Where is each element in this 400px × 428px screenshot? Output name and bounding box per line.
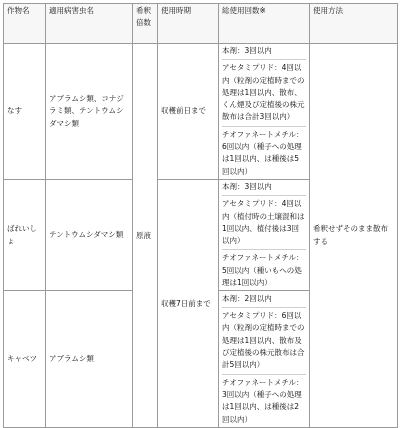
pesticide-usage-table — [3, 3, 398, 428]
header-dilution: 希釈倍数 — [133, 4, 158, 44]
table-row-nasu — [4, 44, 398, 180]
timing-cell: 収穫前日まで — [158, 44, 219, 180]
dilution-cell: 原液 — [133, 44, 158, 428]
header-crop: 作物名 — [4, 4, 46, 44]
crop-cell: キャベツ — [4, 291, 46, 428]
header-total-usage: 総使用回数※ — [219, 4, 310, 44]
header-timing: 使用時期 — [158, 4, 219, 44]
usage-cell — [219, 179, 310, 290]
timing-cell: 収穫7日前まで — [158, 179, 219, 427]
usage-line: アセタミプリド：6回以内（粒剤の定植時までの処理は1回以内、散布及び定植後の株元散布は合計5回以内） — [222, 307, 306, 371]
usage-line: 本剤：3回以内 — [222, 181, 272, 191]
crop-cell: なす — [4, 44, 46, 180]
header-row — [4, 4, 398, 44]
header-method: 使用方法 — [310, 4, 398, 44]
header-pest: 適用病害虫名 — [46, 4, 133, 44]
usage-line: チオファネートメチル：6回以内（種子への処理は1回以内、は種後は5回以内） — [222, 126, 306, 178]
usage-cell — [219, 291, 310, 428]
usage-line: チオファネートメチル：3回以内（種子への処理は1回以内、は種後は2回以内） — [222, 374, 306, 426]
crop-cell: ばれいしょ — [4, 179, 46, 290]
usage-line: アセタミプリド：4回以内（粒剤の定植時までの処理は1回以内、散布、くん煙及び定植後の株元散布は合計3回以内） — [222, 59, 306, 123]
method-cell: 希釈せずそのまま散布する — [310, 44, 398, 428]
usage-line: アセタミプリド：4回以内（植付時の土壌混和は1回以内、植付後は3回以内） — [222, 195, 306, 247]
pest-cell: アブラムシ類 — [46, 291, 133, 428]
usage-line: 本剤：3回以内 — [222, 46, 272, 55]
usage-line: チオファネートメチル：5回以内（種いもへの処理は1回以内） — [222, 249, 306, 289]
usage-cell — [219, 44, 310, 180]
pest-cell: アブラムシ類、コナジラミ類、テントウムシダマシ類 — [46, 44, 133, 180]
usage-line: 本剤：2回以内 — [222, 293, 272, 303]
pest-cell: テントウムシダマシ類 — [46, 179, 133, 290]
